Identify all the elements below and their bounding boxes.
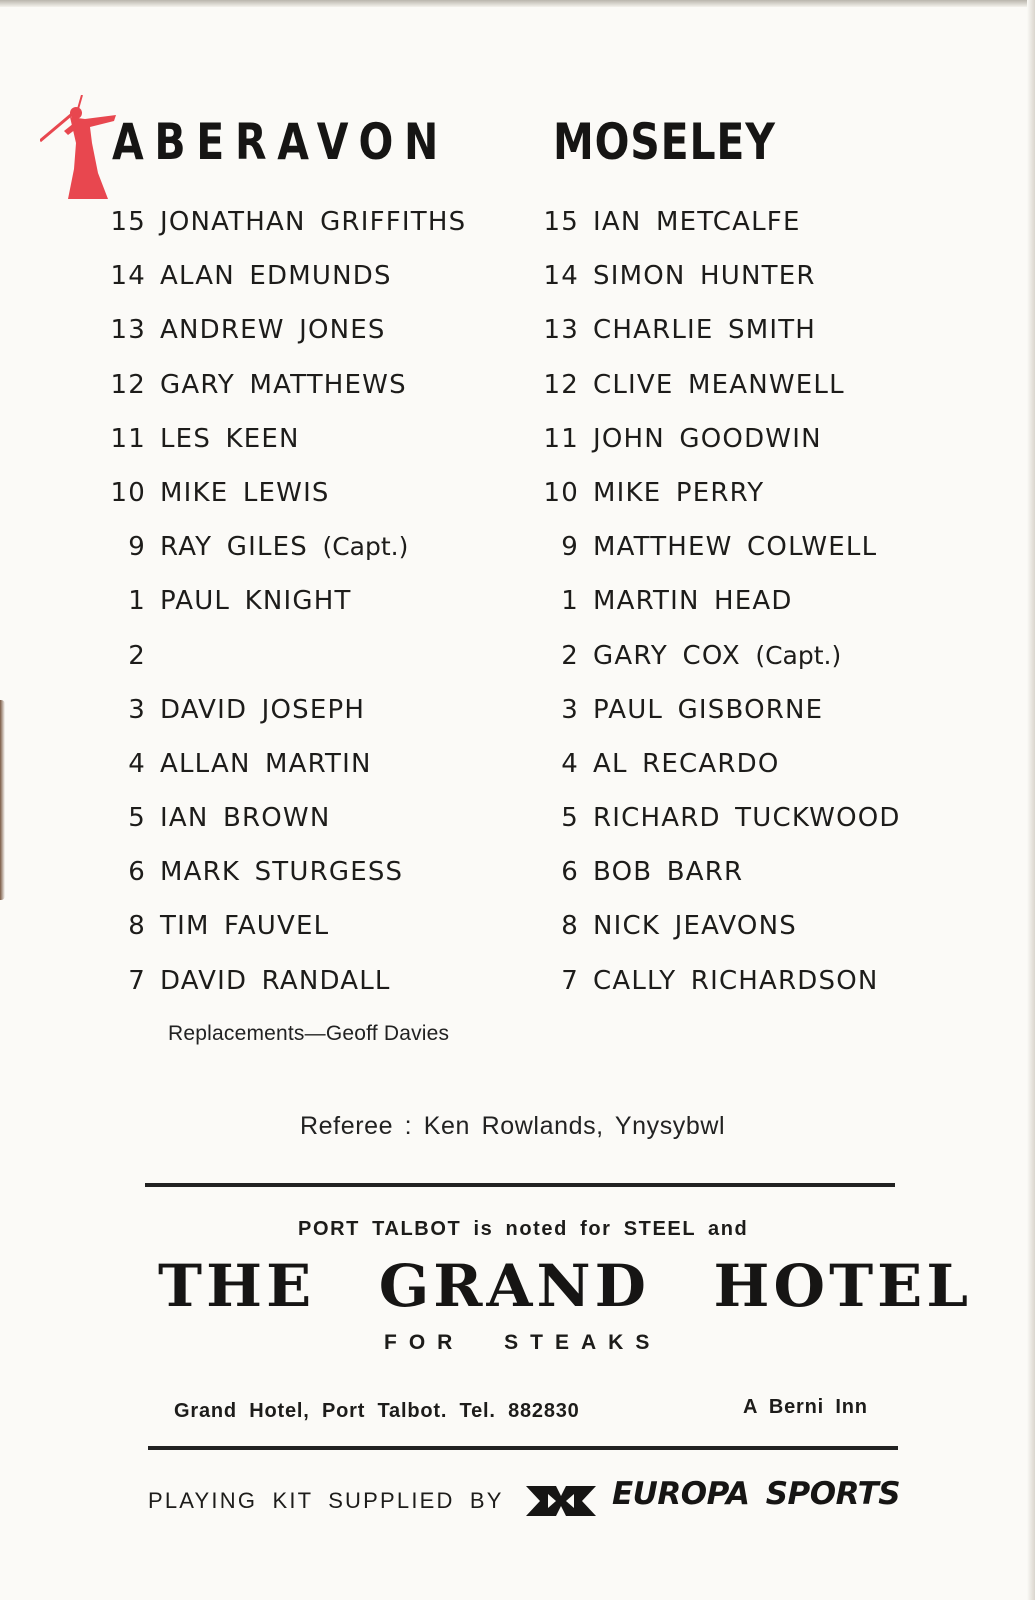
roster-row [108,740,466,794]
player-name: ALAN EDMUNDS [160,261,392,292]
roster-row [541,686,901,740]
jersey-number: 9 [561,532,579,563]
page-edge-right [1027,0,1035,1600]
player-name: CALLY RICHARDSON [593,965,879,996]
europa-double-arrow-icon [526,1484,596,1518]
jersey-number: 5 [561,803,579,834]
roster-row [108,361,466,415]
page-edge-left [0,700,5,900]
player-name: AL RECARDO [593,748,780,779]
roster-row [108,848,466,902]
player-name: SIMON HUNTER [593,261,816,292]
advert-tagline: FOR STEAKS [384,1331,662,1354]
player-name: NICK JEAVONS [593,911,797,942]
player-name: CLIVE MEANWELL [593,369,845,400]
roster-row [108,523,466,577]
jersey-number: 13 [110,315,146,346]
jersey-number: 12 [543,369,579,400]
jersey-number: 15 [543,207,579,237]
player-name: IAN BROWN [160,803,331,834]
referee-line: Referee : Ken Rowlands, Ynysybwl [300,1112,726,1140]
roster-row [541,469,901,523]
home-team-title: ABERAVON [112,113,449,171]
jersey-number: 3 [561,694,579,725]
roster-row [108,306,466,360]
jersey-number: 3 [128,694,146,725]
player-name: CHARLIE SMITH [593,315,817,346]
jersey-number: 2 [128,640,146,671]
player-name: JOHN GOODWIN [593,423,822,454]
roster-row [108,794,466,848]
divider-rule [145,1183,895,1187]
player-name: MARK STURGESS [160,857,404,888]
player-name: GARY MATTHEWS [160,369,407,400]
hotel-name-headline: THE GRAND HOTEL [158,1252,973,1320]
jersey-number: 11 [110,423,146,454]
jersey-number: 13 [543,315,579,346]
roster-row [108,469,466,523]
jersey-number: 6 [561,857,579,888]
kit-supplier-label: PLAYING KIT SUPPLIED BY [148,1488,504,1513]
divider-rule [148,1446,898,1450]
jersey-number: 14 [543,261,579,292]
roster-row [541,902,901,956]
captain-note: (Capt.) [755,640,842,670]
hotel-chain-label: A Berni Inn [743,1396,868,1418]
roster-row [108,577,466,631]
jersey-number: 1 [128,586,146,617]
jersey-number: 14 [110,261,146,292]
roster-row [541,632,901,686]
roster-row [541,361,901,415]
replacements-note: Replacements—Geoff Davies [168,1022,450,1045]
roster-row [541,198,901,252]
player-name: RICHARD TUCKWOOD [593,803,901,834]
player-name: MIKE LEWIS [160,477,330,508]
roster-row [108,198,466,252]
roster-row [541,957,901,1011]
roster-row [541,794,901,848]
roster-row [541,415,901,469]
roster-row [541,306,901,360]
jersey-number: 11 [543,423,579,454]
player-name: MIKE PERRY [593,477,765,508]
jersey-number: 9 [128,532,146,563]
hotel-address: Grand Hotel, Port Talbot. Tel. 882830 [174,1400,580,1422]
roster-row [108,686,466,740]
roster-row [108,902,466,956]
away-team-roster [541,198,901,1011]
advert-intro-line: PORT TALBOT is noted for STEEL and [298,1218,749,1240]
player-name: MATTHEW COLWELL [593,532,878,563]
player-name: BOB BARR [593,857,744,888]
player-name: LES KEEN [160,423,300,454]
roster-row [108,957,466,1011]
player-name: RAY GILES [160,532,308,563]
jersey-number: 10 [110,477,146,508]
roster-row [541,252,901,306]
jersey-number: 10 [543,477,579,508]
player-name: PAUL GISBORNE [593,694,824,725]
jersey-number: 12 [110,369,146,400]
jersey-number: 1 [561,586,579,617]
jersey-number: 4 [128,748,146,779]
roster-row [541,848,901,902]
club-crest-icon [40,95,120,205]
player-name: IAN METCALFE [593,207,801,237]
roster-row [108,632,466,686]
player-name: TIM FAUVEL [160,911,330,942]
roster-row [541,740,901,794]
jersey-number: 8 [128,911,146,942]
player-name: DAVID JOSEPH [160,694,366,725]
jersey-number: 4 [561,748,579,779]
jersey-number: 5 [128,803,146,834]
roster-row [108,252,466,306]
player-name: ALLAN MARTIN [160,748,372,779]
jersey-number: 6 [128,857,146,888]
roster-row [541,523,901,577]
home-team-roster [108,198,466,1011]
player-name: DAVID RANDALL [160,965,391,996]
roster-row [541,577,901,631]
player-name: ANDREW JONES [160,315,386,346]
player-name: JONATHAN GRIFFITHS [160,207,467,237]
page-edge-top [0,0,1035,7]
jersey-number: 7 [128,965,146,996]
jersey-number: 7 [561,965,579,996]
player-name: PAUL KNIGHT [160,586,352,617]
jersey-number: 2 [561,640,579,671]
jersey-number: 8 [561,911,579,942]
player-name: GARY COX [593,640,741,671]
roster-row [108,415,466,469]
player-name: MARTIN HEAD [593,586,793,617]
away-team-title: MOSELEY [553,113,776,171]
captain-note: (Capt.) [322,532,409,562]
jersey-number: 15 [110,207,146,237]
sponsor-brand-name: EUROPA SPORTS [612,1476,901,1512]
